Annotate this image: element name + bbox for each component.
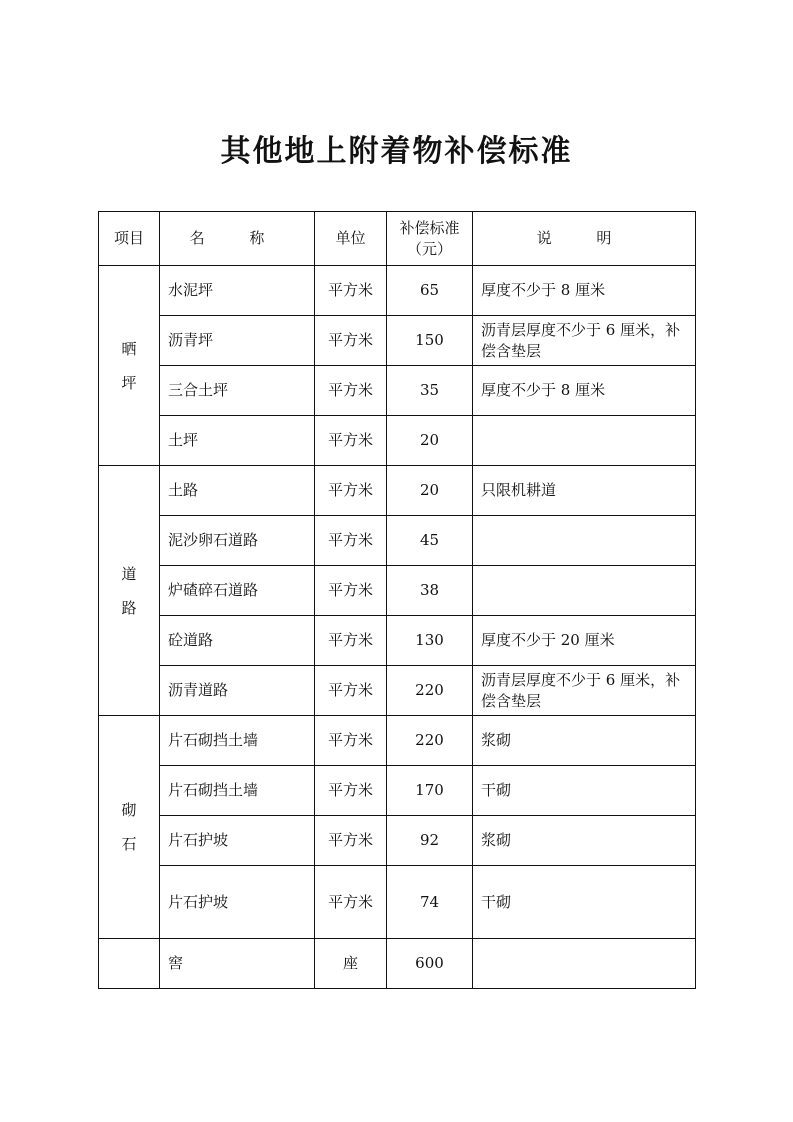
table-row <box>99 516 696 566</box>
item-unit: 平方米 <box>315 816 387 866</box>
item-rate: 35 <box>387 366 473 416</box>
header-rate-line1: 补偿标准 <box>399 218 460 237</box>
item-rate: 130 <box>387 616 473 666</box>
item-name: 片石砌挡土墙 <box>160 766 315 816</box>
table-row <box>99 766 696 816</box>
item-name: 土坪 <box>160 416 315 466</box>
item-rate: 20 <box>387 466 473 516</box>
category-char: 坪 <box>121 373 137 392</box>
item-unit: 平方米 <box>315 516 387 566</box>
item-unit: 平方米 <box>315 766 387 816</box>
table-row <box>99 866 696 939</box>
item-rate: 20 <box>387 416 473 466</box>
table-row <box>99 816 696 866</box>
item-rate: 220 <box>387 716 473 766</box>
item-name: 沥青坪 <box>160 316 315 366</box>
item-unit: 座 <box>315 939 387 989</box>
item-unit: 平方米 <box>315 666 387 716</box>
item-unit: 平方米 <box>315 866 387 939</box>
item-note <box>473 566 696 616</box>
item-note: 浆砌 <box>473 716 696 766</box>
category-char: 晒 <box>121 339 137 358</box>
item-unit: 平方米 <box>315 466 387 516</box>
item-note: 干砌 <box>473 766 696 816</box>
item-name: 泥沙卵石道路 <box>160 516 315 566</box>
item-unit: 平方米 <box>315 416 387 466</box>
item-unit: 平方米 <box>315 316 387 366</box>
table-header-row <box>99 212 696 266</box>
item-note: 浆砌 <box>473 816 696 866</box>
item-rate: 220 <box>387 666 473 716</box>
item-note <box>473 516 696 566</box>
header-note: 说 明 <box>473 212 696 266</box>
table-row <box>99 666 696 716</box>
category-char: 路 <box>121 598 137 617</box>
table-row <box>99 266 696 316</box>
category-cell-empty <box>99 939 160 989</box>
item-name: 沥青道路 <box>160 666 315 716</box>
table-row <box>99 566 696 616</box>
item-name: 片石砌挡土墙 <box>160 716 315 766</box>
item-name: 三合土坪 <box>160 366 315 416</box>
item-note: 厚度不少于 8 厘米 <box>473 366 696 416</box>
header-rate-line2: （元） <box>406 239 452 258</box>
category-cell-masonry <box>99 716 160 939</box>
item-note: 干砌 <box>473 866 696 939</box>
item-note: 只限机耕道 <box>473 466 696 516</box>
item-name: 窖 <box>160 939 315 989</box>
table-row <box>99 416 696 466</box>
item-unit: 平方米 <box>315 566 387 616</box>
category-char: 砌 <box>121 801 137 819</box>
table-row <box>99 716 696 766</box>
item-unit: 平方米 <box>315 716 387 766</box>
item-note: 厚度不少于 20 厘米 <box>473 616 696 666</box>
header-rate <box>387 212 473 266</box>
item-unit: 平方米 <box>315 616 387 666</box>
header-name: 名 称 <box>160 212 315 266</box>
header-project: 项目 <box>99 212 160 266</box>
table-row <box>99 939 696 989</box>
table-row <box>99 616 696 666</box>
item-rate: 170 <box>387 766 473 816</box>
item-unit: 平方米 <box>315 366 387 416</box>
item-name: 片石护坡 <box>160 866 315 939</box>
item-rate: 600 <box>387 939 473 989</box>
table-row <box>99 316 696 366</box>
item-rate: 150 <box>387 316 473 366</box>
item-rate: 38 <box>387 566 473 616</box>
item-rate: 92 <box>387 816 473 866</box>
item-name: 砼道路 <box>160 616 315 666</box>
item-note: 沥青层厚度不少于 6 厘米，补偿含垫层 <box>473 666 696 716</box>
item-rate: 45 <box>387 516 473 566</box>
item-name: 水泥坪 <box>160 266 315 316</box>
item-note <box>473 939 696 989</box>
item-unit: 平方米 <box>315 266 387 316</box>
item-name: 炉碴碎石道路 <box>160 566 315 616</box>
item-note: 厚度不少于 8 厘米 <box>473 266 696 316</box>
document-title: 其他地上附着物补偿标准 <box>220 134 573 169</box>
item-rate: 65 <box>387 266 473 316</box>
category-char: 石 <box>121 835 137 853</box>
category-cell-drying-yard <box>99 266 160 466</box>
item-name: 土路 <box>160 466 315 516</box>
compensation-table <box>98 211 696 989</box>
category-cell-road <box>99 466 160 716</box>
category-char: 道 <box>121 564 137 583</box>
item-rate: 74 <box>387 866 473 939</box>
item-note <box>473 416 696 466</box>
header-unit: 单位 <box>315 212 387 266</box>
table-row <box>99 366 696 416</box>
table-row <box>99 466 696 516</box>
item-note: 沥青层厚度不少于 6 厘米，补偿含垫层 <box>473 316 696 366</box>
item-name: 片石护坡 <box>160 816 315 866</box>
